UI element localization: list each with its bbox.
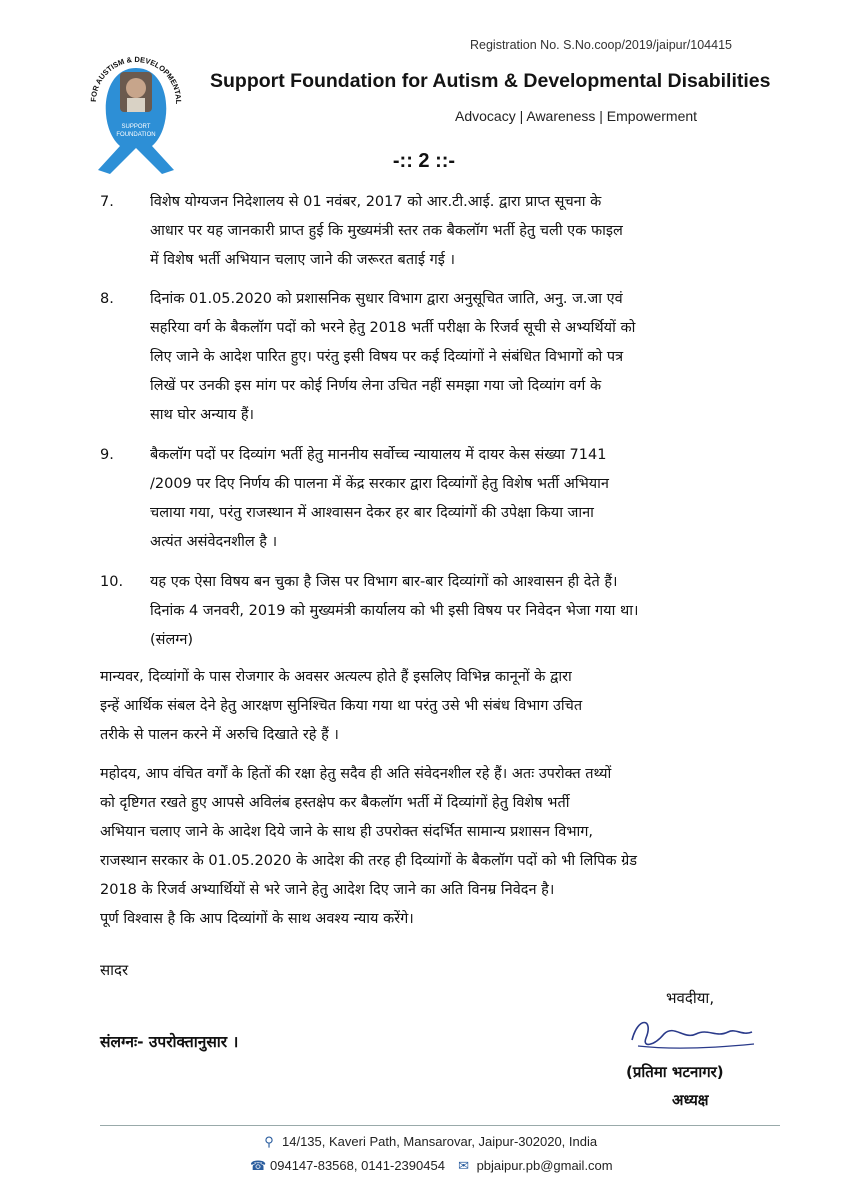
paragraph-number: 7. xyxy=(100,194,114,210)
email-text[interactable]: pbjaipur.pb@gmail.com xyxy=(476,1158,613,1173)
text-line: आधार पर यह जानकारी प्राप्त हुई कि मुख्यमंत्री स्तर तक बैकलॉग भर्ती हेतु चली एक फाइल xyxy=(150,223,623,239)
tagline xyxy=(455,108,697,124)
text-line: राजस्थान सरकार के 01.05.2020 के आदेश की तरह ही दिव्यांगों के बैकलॉग पदों को भी लिपिक ग्रेड xyxy=(100,853,638,869)
organization-name: Support Foundation for Autism & Developmental Disabilities xyxy=(210,70,771,92)
attachment-note: संलग्नः- उपरोक्तानुसार । xyxy=(100,1033,239,1051)
text-line: लिखें पर उनकी इस मांग पर कोई निर्णय लेना उचित नहीं समझा गया जो दिव्यांग वर्ग के xyxy=(150,378,602,394)
location-icon: ⚲ xyxy=(264,1134,274,1149)
text-line: पूर्ण विश्वास है कि आप दिव्यांगों के साथ अवश्य न्याय करेंगे। xyxy=(100,911,414,927)
text-line: दिनांक 01.05.2020 को प्रशासनिक सुधार विभाग द्वारा अनुसूचित जाति, अनु. ज.जा एवं xyxy=(150,291,623,307)
address-text: 14/135, Kaveri Path, Mansarovar, Jaipur-302020, India xyxy=(282,1134,598,1149)
paragraph-7 xyxy=(150,188,800,275)
salutation-sadar: सादर xyxy=(100,961,129,979)
text-line: में विशेष भर्ती अभियान चलाए जाने की जरूरत बताई गई । xyxy=(150,252,455,268)
paragraph-10 xyxy=(150,568,800,655)
text-line: (संलग्न) xyxy=(150,632,194,648)
tagline-awareness: Awareness xyxy=(526,108,596,124)
text-line: महोदय, आप वंचित वर्गों के हितों की रक्षा हेतु सदैव ही अति संवेदनशील रहे हैं। अतः उपरोक्त तथ्यों xyxy=(100,766,612,782)
footer-divider xyxy=(100,1125,780,1126)
text-line: चलाया गया, परंतु राजस्थान में आश्वासन देकर हर बार दिव्यांगों की उपेक्षा किया जाना xyxy=(150,505,594,521)
email-icon: ✉ xyxy=(458,1158,470,1173)
text-line: /2009 पर दिए निर्णय की पालना में केंद्र सरकार द्वारा दिव्यांगों हेतु विशेष भर्ती अभियान xyxy=(150,476,609,492)
body-paragraph-manyavar xyxy=(100,663,800,750)
paragraph-number: 8. xyxy=(100,291,114,307)
footer-contact xyxy=(250,1158,613,1174)
phone-icon: ☎ xyxy=(250,1158,267,1173)
tagline-empowerment: Empowerment xyxy=(606,108,698,124)
text-line: विशेष योग्यजन निदेशालय से 01 नवंबर, 2017 को आर.टी.आई. द्वारा प्राप्त सूचना के xyxy=(150,194,602,210)
text-line: तरीके से पालन करने में अरुचि दिखाते रहे हैं । xyxy=(100,727,339,743)
signature xyxy=(624,1010,764,1058)
phone-text: 094147-83568, 0141-2390454 xyxy=(270,1158,445,1173)
text-line: दिनांक 4 जनवरी, 2019 को मुख्यमंत्री कार्यालय को भी इसी विषय पर निवेदन भेजा गया था। xyxy=(150,603,639,619)
text-line: यह एक ऐसा विषय बन चुका है जिस पर विभाग बार-बार दिव्यांगों को आश्वासन ही देते हैं। xyxy=(150,574,618,590)
text-line: अत्यंत असंवेदनशील है । xyxy=(150,534,278,550)
signatory-name: (प्रतिमा भटनागर) xyxy=(626,1063,724,1081)
paragraph-number: 10. xyxy=(100,574,124,590)
separator: | xyxy=(599,108,607,124)
text-line: लिए जाने के आदेश पारित हुए। परंतु इसी विषय पर कई दिव्यांगों ने संबंधित विभागों को पत्र xyxy=(150,349,624,365)
signatory-title: अध्यक्ष xyxy=(672,1091,709,1109)
registration-number: Registration No. S.No.coop/2019/jaipur/104415 xyxy=(470,38,732,52)
tagline-advocacy: Advocacy xyxy=(455,108,516,124)
body-paragraph-mahoday xyxy=(100,760,800,934)
text-line: साथ घोर अन्याय हैं। xyxy=(150,407,255,423)
signoff: भवदीया, xyxy=(666,989,715,1007)
svg-text:SUPPORT: SUPPORT xyxy=(121,124,151,130)
page-number: -:: 2 ::- xyxy=(392,150,456,172)
footer-address xyxy=(262,1134,597,1150)
text-line: बैकलॉग पदों पर दिव्यांग भर्ती हेतु माननीय सर्वोच्च न्यायालय में दायर केस संख्या 7141 xyxy=(150,447,607,463)
svg-text:FOR AUSTISM & DEVELOPMENTAL DI: FOR AUSTISM & DEVELOPMENTAL xyxy=(88,54,184,105)
text-line: मान्यवर, दिव्यांगों के पास रोजगार के अवसर अत्यल्प होते हैं इसलिए विभिन्न कानूनों के द्वारा xyxy=(100,669,572,685)
paragraph-9 xyxy=(150,441,800,557)
text-line: को दृष्टिगत रखते हुए आपसे अविलंब हस्तक्षेप कर बैकलॉग भर्ती में दिव्यांगों हेतु विशेष भर्ती xyxy=(100,795,570,811)
text-line: अभियान चलाए जाने के आदेश दिये जाने के साथ ही उपरोक्त संदर्भित सामान्य प्रशासन विभाग, xyxy=(100,824,594,840)
svg-text:FOUNDATION: FOUNDATION xyxy=(116,132,156,138)
text-line: 2018 के रिजर्व अभ्यार्थियों से भरे जाने हेतु आदेश दिए जाने का अति विनम्र निवेदन है। xyxy=(100,882,555,898)
paragraph-number: 9. xyxy=(100,447,114,463)
text-line: सहरिया वर्ग के बैकलॉग पदों को भरने हेतु 2018 भर्ती परीक्षा के रिजर्व सूची से अभ्यर्थियों को xyxy=(150,320,636,336)
separator: | xyxy=(519,108,527,124)
paragraph-8 xyxy=(150,285,800,430)
text-line: इन्हें आर्थिक संबल देने हेतु आरक्षण सुनिश्चित किया गया था परंतु उसे भी संबंध विभाग उचित xyxy=(100,698,583,714)
